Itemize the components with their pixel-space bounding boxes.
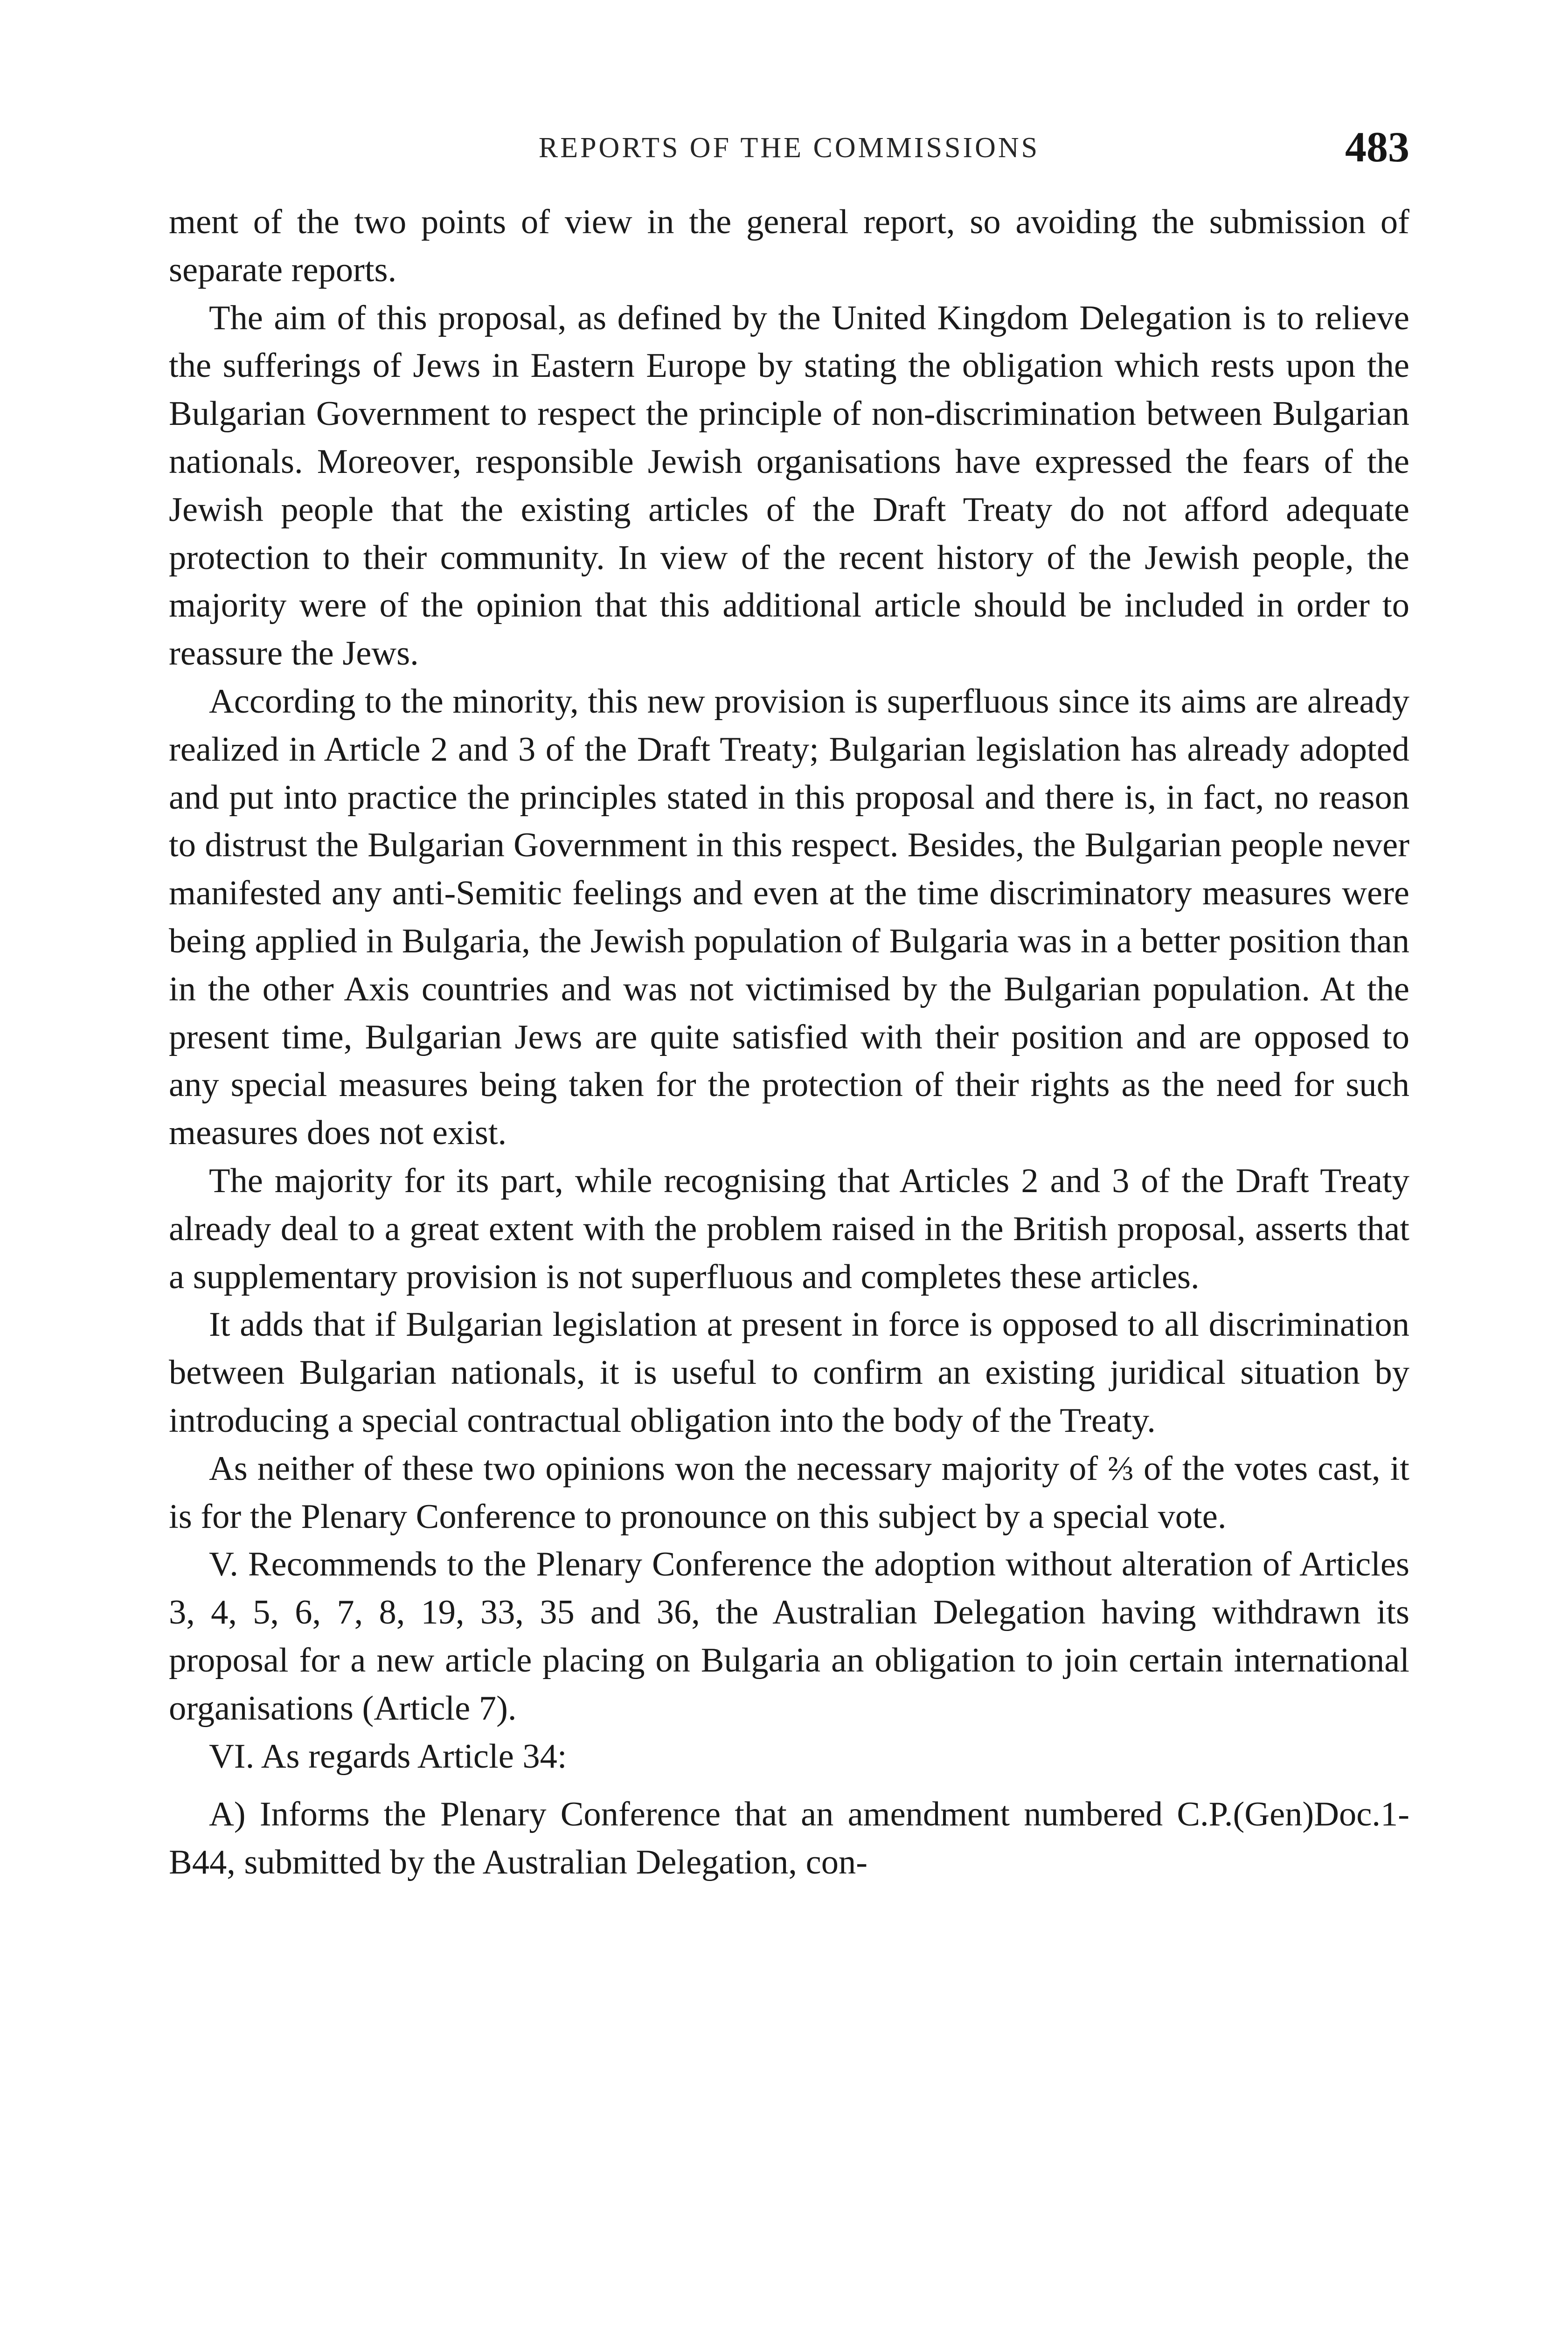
paragraph-aim-of-proposal: The aim of this proposal, as defined by the United Kingdom Delegation is to relieve the sufferings of Jews in Eastern Europe by stating the obligation which rests upon the Bulgarian Government to respect the principle of non-discrimination between Bulgarian nationals. Moreover, responsible Jewish organisations have expressed the fears of the Jewish people that the existing articles of the Draft Treaty do not afford adequate protection to their community. In view of the recent history of the Jewish people, the majority were of the opinion that this additional article should be included in order to reassure the Jews.: [169, 298, 1409, 673]
paragraph-continuation: ment of the two points of view in the general report, so avoiding the submission of separate reports.: [169, 203, 1409, 289]
paragraph-special-vote: As neither of these two opinions won the necessary majority of ⅔ of the votes cast, it is for the Plenary Conference to pronounce on this subject by a special vote.: [169, 1449, 1409, 1536]
paragraph-minority-view: According to the minority, this new provision is superfluous since its aims are already realized in Article 2 and 3 of the Draft Treaty; Bulgarian legislation has already adopted and put into practice the principles stated in this proposal and there is, in fact, no reason to distrust the Bulgarian Government in this respect. Besides, the Bulgarian people never manifested any anti-Semitic feelings and even at the time discriminatory measures were being applied in Bulgaria, the Jewish population of Bulgaria was in a better position than in the other Axis countries and was not victimised by the Bulgarian population. At the present time, Bulgarian Jews are quite satisfied with their position and are opposed to any special measures being taken for the protection of their rights as the need for such measures does not exist.: [169, 682, 1409, 1152]
running-title: REPORTS OF THE COMMISSIONS: [538, 132, 1040, 164]
paragraph-item-a: A) Informs the Plenary Conference that an amendment numbered C.P.(Gen)Doc.1-B44, submitted by the Australian Delegation, con-: [169, 1795, 1409, 1882]
paragraph-recommendation-v: V. Recommends to the Plenary Conference the adoption without alteration of Articles 3, 4, 5, 6, 7, 8, 19, 33, 35 and 36, the Australian Delegation having withdrawn its proposal for a new article placing on Bulgaria an obligation to join certain international organisations (Article 7).: [169, 1545, 1409, 1728]
paragraph-majority-view: The majority for its part, while recognising that Articles 2 and 3 of the Draft Treaty already deal to a great extent with the problem raised in the British proposal, asserts that a supplementary provision is not superfluous and completes these articles.: [169, 1161, 1409, 1296]
paragraph-section-vi: VI. As regards Article 34:: [209, 1737, 567, 1776]
paragraph-legislation: It adds that if Bulgarian legislation at present in force is opposed to all discrimination between Bulgarian nationals, it is useful to confirm an existing juridical situation by introducing a special contractual obligation into the body of the Treaty.: [169, 1305, 1409, 1440]
running-header: [169, 125, 1409, 176]
page-number: 483: [1345, 123, 1409, 171]
body-text: [169, 198, 1409, 1887]
